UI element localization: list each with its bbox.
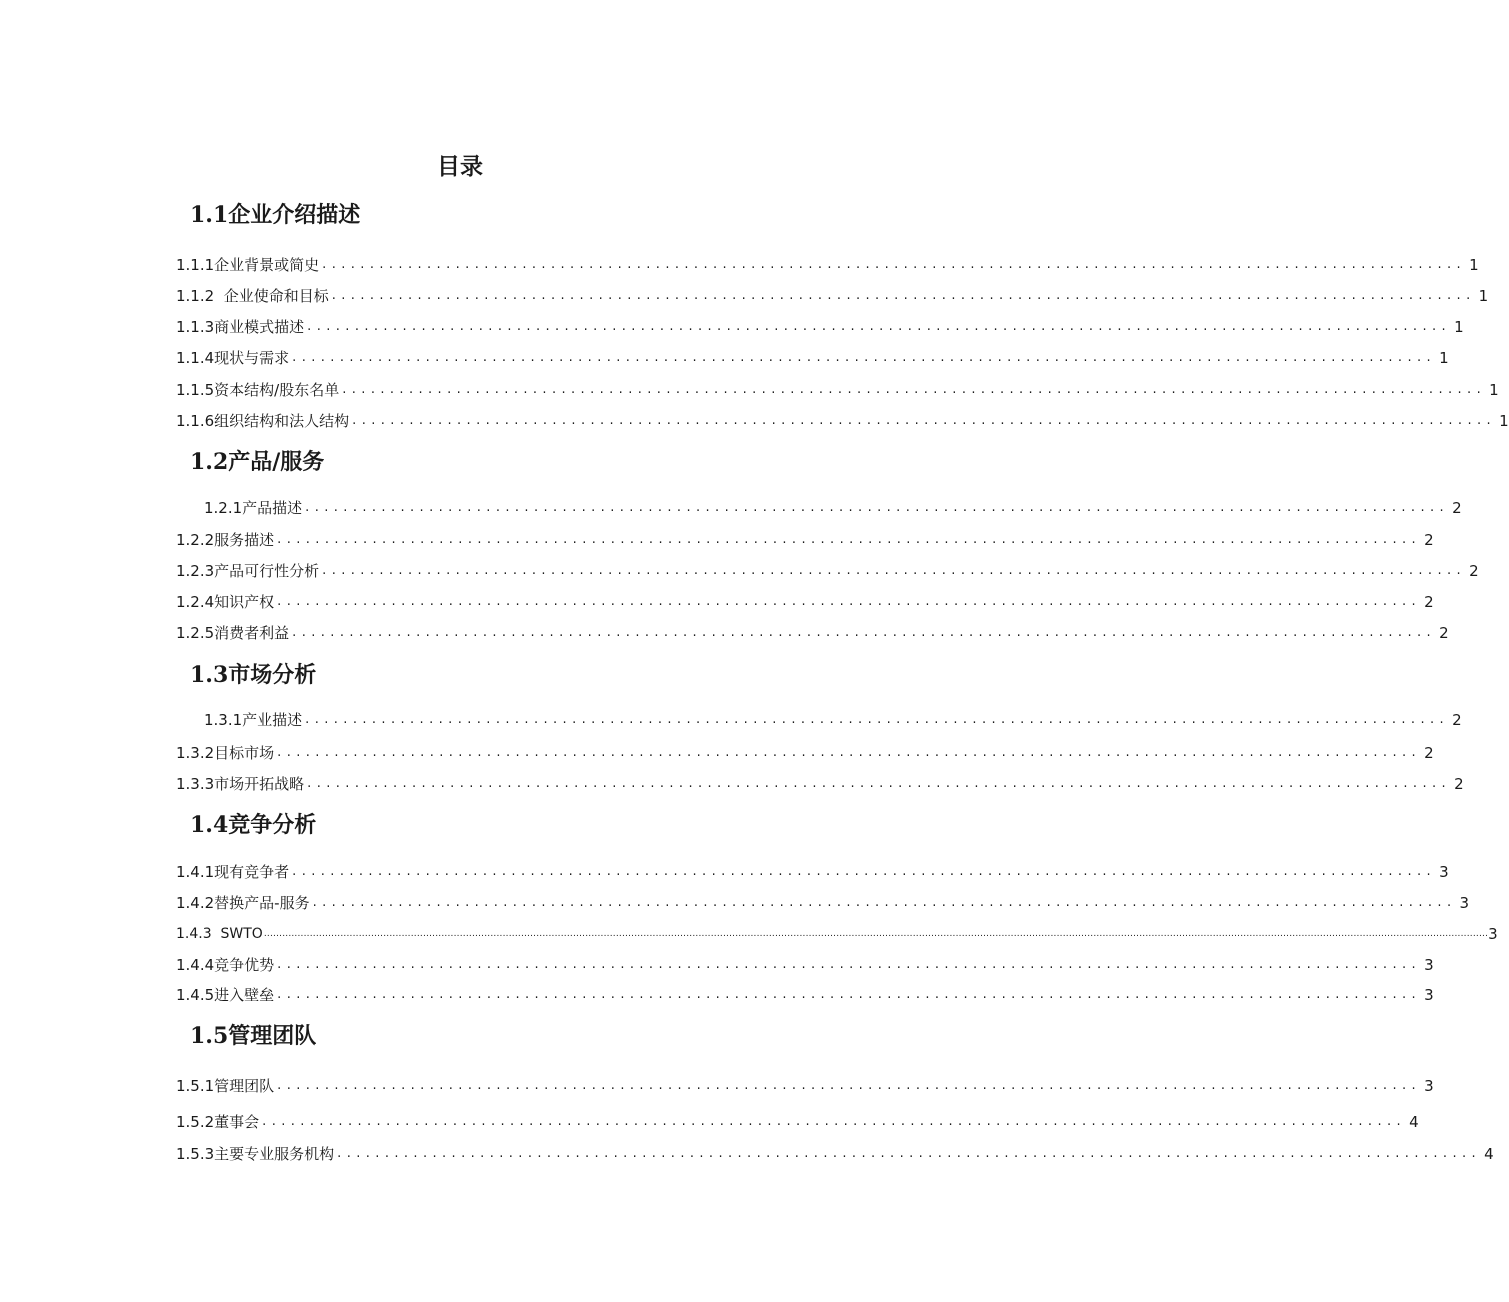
dot-leader: ........................................................................................................................ xyxy=(277,957,1422,972)
dot-leader: ........................................................................................................................ xyxy=(312,895,1457,910)
dot-leader: ........................................................................................................................ xyxy=(307,319,1452,334)
toc-entry-page: 1 xyxy=(1489,381,1499,399)
toc-entry[interactable] xyxy=(176,622,1449,644)
toc-entry[interactable] xyxy=(176,1143,1494,1165)
toc-entry-page: 3 xyxy=(1424,1077,1434,1095)
toc-entry-label: 1.5.2董事会 xyxy=(176,1113,260,1131)
toc-entry-label: 1.1.4现状与需求 xyxy=(176,349,290,367)
toc-entry-label: 1.1.1企业背景或简史 xyxy=(176,256,320,274)
dot-leader: ........................................................................................................................ xyxy=(342,382,1487,397)
toc-entry-label: 1.5.1管理团队 xyxy=(176,1077,275,1095)
toc-title: 目录 xyxy=(437,154,483,180)
dot-leader: ........................................................................................................................ xyxy=(277,745,1422,760)
toc-entry-page: 2 xyxy=(1452,499,1462,517)
toc-entry-page: 2 xyxy=(1452,711,1462,729)
dot-leader: ........................................................................................................................ xyxy=(305,500,1450,515)
dot-leader: ........................................................................................................................ xyxy=(337,1146,1482,1161)
toc-entry[interactable] xyxy=(176,861,1449,883)
toc-entry[interactable] xyxy=(176,347,1449,369)
toc-entry-page: 1 xyxy=(1499,412,1509,430)
dot-leader: ........................................................................................................................ xyxy=(352,413,1497,428)
toc-entry-page: 3 xyxy=(1439,863,1449,881)
toc-entry[interactable] xyxy=(176,254,1479,276)
toc-entry[interactable] xyxy=(204,497,1462,519)
toc-entry-page: 1 xyxy=(1469,256,1479,274)
toc-entry-label: 1.1.6组织结构和法人结构 xyxy=(176,412,350,430)
toc-entry-page: 2 xyxy=(1454,775,1464,793)
toc-entry[interactable] xyxy=(176,410,1509,432)
toc-entry[interactable] xyxy=(176,1111,1419,1133)
toc-entry[interactable] xyxy=(176,773,1464,795)
section-heading: 1.1企业介绍描述 xyxy=(190,202,361,228)
toc-entry-page: 1 xyxy=(1478,287,1489,305)
dot-leader: ........................................................................................................................ xyxy=(307,776,1452,791)
toc-entry-page: 2 xyxy=(1424,593,1434,611)
dot-leader: ................................................................................................................................................................................................................................................................................................................................................................................................................ xyxy=(263,929,1489,939)
toc-entry-label: 1.3.1产业描述 xyxy=(204,711,303,729)
toc-entry-label: 1.3.3市场开拓战略 xyxy=(176,775,305,793)
section-heading: 1.4竞争分析 xyxy=(190,812,317,838)
dot-leader: ........................................................................................................................ xyxy=(305,712,1450,727)
toc-entry-page: 3 xyxy=(1459,894,1470,912)
dot-leader: ........................................................................................................................ xyxy=(277,987,1422,1002)
toc-entry[interactable] xyxy=(176,285,1489,307)
toc-entry-label: 1.1.2 企业使命和目标 xyxy=(176,287,329,305)
toc-entry-page: 2 xyxy=(1439,624,1449,642)
dot-leader: ........................................................................................................................ xyxy=(292,350,1437,365)
toc-entry[interactable] xyxy=(176,529,1434,551)
dot-leader: ........................................................................................................................ xyxy=(322,563,1467,578)
toc-entry-page: 2 xyxy=(1469,562,1479,580)
toc-entry-label: 1.2.1产品描述 xyxy=(204,499,303,517)
dot-leader: ........................................................................................................................ xyxy=(292,864,1437,879)
toc-entry[interactable] xyxy=(176,379,1499,401)
dot-leader: ........................................................................................................................ xyxy=(292,625,1437,640)
section-heading: 1.2产品/服务 xyxy=(190,449,325,475)
toc-entry-page: 3 xyxy=(1424,956,1434,974)
section-heading: 1.5管理团队 xyxy=(190,1023,317,1049)
toc-entry-page: 3 xyxy=(1424,986,1434,1004)
toc-entry[interactable] xyxy=(176,984,1434,1006)
dot-leader: ........................................................................................................................ xyxy=(322,257,1467,272)
toc-entry-page: 4 xyxy=(1484,1145,1494,1163)
toc-entry-page: 1 xyxy=(1439,349,1449,367)
dot-leader: ........................................................................................................................ xyxy=(262,1114,1407,1129)
toc-entry-label: 1.5.3主要专业服务机构 xyxy=(176,1145,335,1163)
toc-entry-label: 1.2.5消费者利益 xyxy=(176,624,290,642)
toc-entry-page: 3 xyxy=(1488,925,1498,943)
toc-entry[interactable] xyxy=(176,923,1498,945)
toc-entry-label: 1.3.2目标市场 xyxy=(176,744,275,762)
toc-entry-page: 2 xyxy=(1424,744,1434,762)
toc-entry-page: 2 xyxy=(1424,531,1434,549)
dot-leader: ........................................................................................................................ xyxy=(277,1078,1422,1093)
toc-entry[interactable] xyxy=(176,892,1470,914)
toc-entry-label: 1.4.4竞争优势 xyxy=(176,956,275,974)
toc-entry[interactable] xyxy=(176,560,1479,582)
toc-entry-page: 4 xyxy=(1409,1113,1419,1131)
toc-entry-label: 1.4.5进入壁垒 xyxy=(176,986,275,1004)
toc-entry-label: 1.1.5资本结构/股东名单 xyxy=(176,381,340,399)
toc-entry[interactable] xyxy=(176,954,1434,976)
toc-entry-page: 1 xyxy=(1454,318,1464,336)
toc-entry[interactable] xyxy=(204,709,1462,731)
toc-entry-label: 1.2.4知识产权 xyxy=(176,593,275,611)
toc-entry-label: 1.4.2替换产品-服务 xyxy=(176,894,310,912)
dot-leader: ........................................................................................................................ xyxy=(277,594,1422,609)
section-heading: 1.3市场分析 xyxy=(190,662,317,688)
dot-leader: ........................................................................................................................ xyxy=(277,532,1422,547)
toc-entry-label: 1.4.3 SWTO xyxy=(176,926,263,942)
toc-entry[interactable] xyxy=(176,742,1434,764)
toc-entry-label: 1.2.3产品可行性分析 xyxy=(176,562,320,580)
toc-entry-label: 1.2.2服务描述 xyxy=(176,531,275,549)
dot-leader: ........................................................................................................................ xyxy=(331,288,1476,303)
toc-entry[interactable] xyxy=(176,316,1464,338)
toc-entry[interactable] xyxy=(176,591,1434,613)
toc-entry-label: 1.1.3商业模式描述 xyxy=(176,318,305,336)
toc-entry[interactable] xyxy=(176,1075,1434,1097)
toc-entry-label: 1.4.1现有竞争者 xyxy=(176,863,290,881)
